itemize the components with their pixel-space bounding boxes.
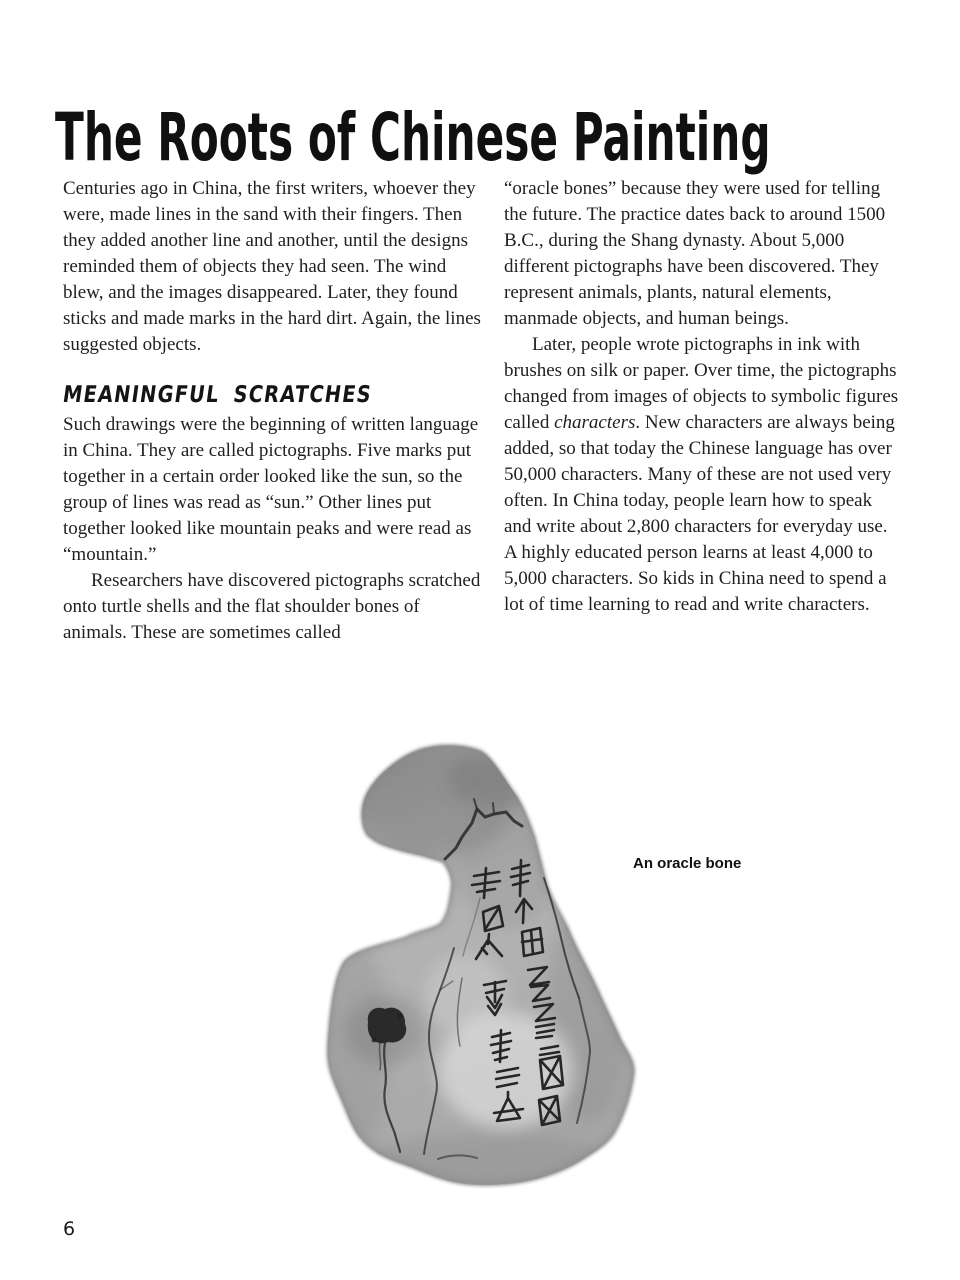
paragraph: Such drawings were the beginning of written language in China. They are called pictographs. Five marks put together in a certain order looked like the sun, so the group of lines was read as “sun.” Other lines put together looked like mountain peaks and were read as “mountain.”: [63, 414, 479, 565]
oracle-bone-svg: [316, 740, 651, 1195]
italic-term: characters: [554, 412, 636, 433]
paragraph: “oracle bones” because they were used for telling the future. The practice dates back to around 1500 B.C., during the Shang dynasty. About 5,000 different pictographs have been discovered. They represent animals, plants, natural elements, manmade objects, and human beings.: [504, 178, 886, 329]
paragraph-text: Later, people wrote pictographs in ink with brushes on silk or paper. Over time, the pictographs changed from images of objects to symbolic figures called: [504, 334, 899, 433]
left-column: [63, 176, 482, 646]
article-columns: [63, 176, 903, 646]
oracle-bone-illustration: [316, 740, 651, 1195]
right-column: [504, 176, 903, 646]
figure-caption: An oracle bone: [633, 855, 742, 872]
paragraph-text: . New characters are always being added, so that today the Chinese language has over 50,000 characters. Many of these are not used very often. In China today, people learn how to speak and write about 2,800 characters for everyday use. A highly educated person learns at least 4,000 to 5,000 characters. So kids in China need to spend a lot of time learning to read and write characters.: [504, 412, 895, 615]
section-heading: MEANINGFUL SCRATCHES: [61, 382, 374, 408]
paragraph: [504, 332, 903, 618]
page-title: The Roots of Chinese Painting: [55, 99, 771, 177]
paragraph: Researchers have discovered pictographs scratched onto turtle shells and the flat shoulder bones of animals. These are sometimes called: [63, 570, 481, 643]
page-number: 6: [63, 1218, 76, 1240]
paragraph: Centuries ago in China, the first writers, whoever they were, made lines in the sand with their fingers. Then they added another line and another, until the designs reminded them of objects they had seen. The wind blew, and the images disappeared. Later, they found sticks and made marks in the hard dirt. Again, the lines suggested objects.: [63, 178, 481, 355]
